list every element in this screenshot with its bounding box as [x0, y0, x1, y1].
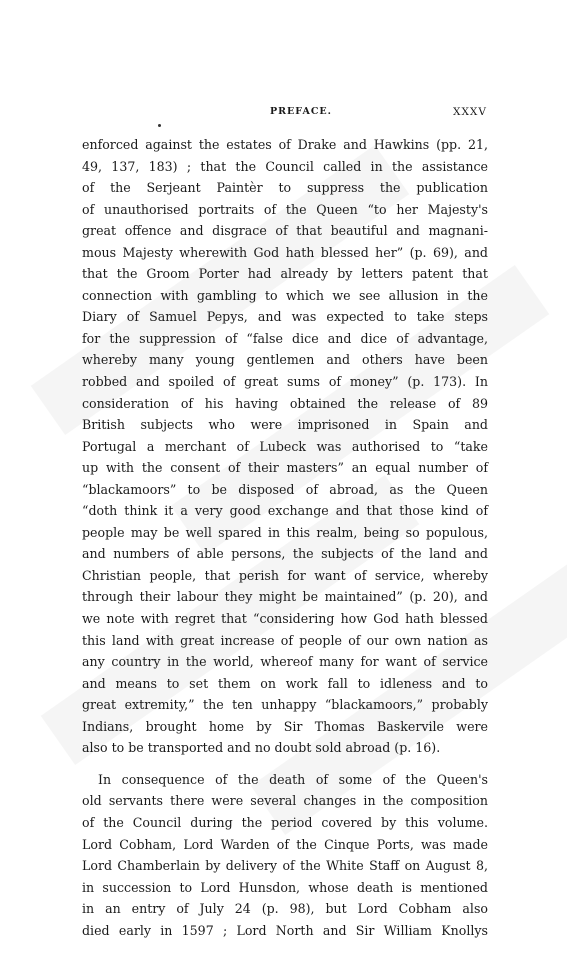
text-line: this land with great increase of people of our own nation as: [82, 632, 488, 648]
paragraph-gap: [82, 759, 488, 769]
text-line: also to be transported and no doubt sold abroad (p. 16).: [82, 740, 441, 756]
body-text: [82, 134, 488, 941]
text-line: of the Council during the period covered by this volume.: [82, 814, 488, 830]
running-head: PREFACE.: [270, 106, 332, 117]
text-line: Lord Cobham, Lord Warden of the Cinque Ports, was made: [82, 836, 488, 852]
text-line: 49, 137, 183) ; that the Council called in the assistance: [82, 158, 488, 174]
text-line: people may be well spared in this realm, being so populous,: [82, 524, 488, 540]
text-line: in an entry of July 24 (p. 98), but Lord Cobham also: [82, 901, 488, 917]
text-line: Diary of Samuel Pepys, and was expected to take steps: [82, 309, 488, 325]
text-line: enforced against the estates of Drake and Hawkins (pp. 21,: [82, 137, 488, 152]
text-line: Lord Chamberlain by delivery of the White Staff on August 8,: [82, 858, 488, 874]
text-line: and means to set them on work fall to idleness and to: [82, 675, 488, 691]
text-line: through their labour they might be maintained” (p. 20), and: [82, 589, 488, 605]
text-line: In consequence of the death of some of the Queen's: [98, 771, 488, 787]
text-line: Christian people, that perish for want of service, whereby: [82, 567, 488, 583]
text-line: that the Groom Porter had already by letters patent that: [82, 266, 488, 282]
text-line: old servants there were several changes in the composition: [82, 793, 488, 809]
text-line: and numbers of able persons, the subjects of the land and: [82, 546, 488, 562]
text-line: died early in 1597 ; Lord North and Sir William Knollys: [82, 922, 488, 938]
text-line: mous Majesty wherewith God hath blessed her” (p. 69), and: [82, 244, 488, 260]
page-number: XXXV: [452, 106, 487, 118]
text-line: great offence and disgrace of that beautiful and magnani-: [82, 223, 488, 239]
text-line: connection with gambling to which we see allusion in the: [82, 287, 488, 303]
text-line: Indians, brought home by Sir Thomas Baskervile were: [82, 718, 488, 734]
text-line: British subjects who were imprisoned in Spain and: [82, 417, 488, 433]
text-line: any country in the world, whereof many for want of service: [82, 654, 488, 670]
text-line: whereby many young gentlemen and others have been: [82, 352, 488, 368]
text-line: “doth think it a very good exchange and that those kind of: [82, 503, 488, 519]
stray-mark: [158, 124, 161, 127]
text-line: robbed and spoiled of great sums of money” (p. 173). In: [82, 374, 488, 390]
text-line: consideration of his having obtained the release of 89: [82, 395, 488, 411]
text-line: up with the consent of their masters” an equal number of: [82, 460, 488, 476]
text-line: in succession to Lord Hunsdon, whose death is mentioned: [82, 879, 488, 895]
paragraph: [82, 134, 488, 759]
page-header: [82, 106, 487, 122]
text-line: for the suppression of “false dice and dice of advantage,: [82, 330, 488, 346]
text-line: great extremity,” the ten unhappy “blackamoors,” probably: [82, 697, 488, 713]
text-line: of the Serjeant Paintèr to suppress the publication: [82, 180, 488, 196]
text-line: Portugal a merchant of Lubeck was authorised to “take: [82, 438, 488, 454]
paragraph: [82, 769, 488, 941]
text-line: we note with regret that “considering how God hath blessed: [82, 611, 488, 627]
text-line: of unauthorised portraits of the Queen “to her Majesty's: [82, 201, 488, 217]
text-line: “blackamoors” to be disposed of abroad, as the Queen: [82, 481, 488, 497]
